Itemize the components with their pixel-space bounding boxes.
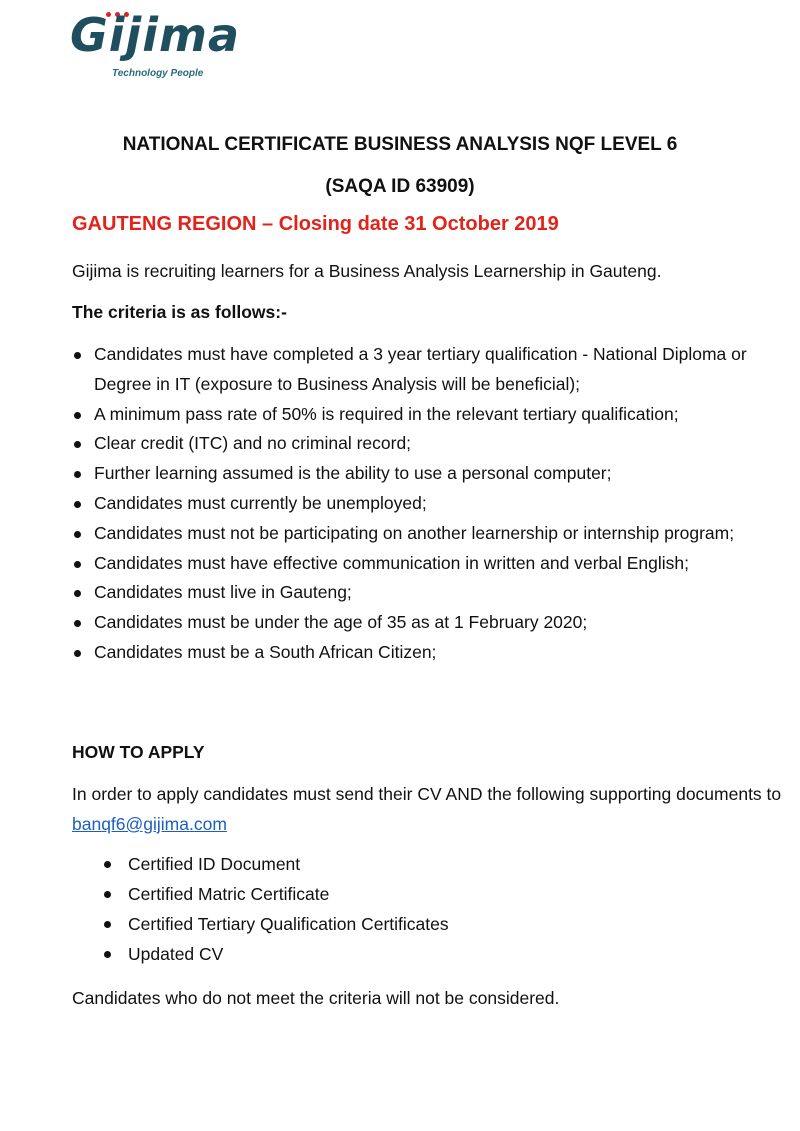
apply-instructions [72, 779, 782, 839]
page-title: NATIONAL CERTIFICATE BUSINESS ANALYSIS NQF LEVEL 6 [122, 134, 678, 155]
criteria-item: Candidates must live in Gauteng; [72, 578, 792, 608]
email-link[interactable]: banqf6@gijima.com [72, 814, 227, 834]
document-item: Updated CV [104, 939, 449, 969]
gijima-logo [70, 6, 240, 84]
criteria-item: Candidates must currently be unemployed; [72, 489, 792, 519]
document-item: Certified Tertiary Qualification Certificates [104, 909, 449, 939]
criteria-item: Candidates must be under the age of 35 as at 1 February 2020; [72, 608, 792, 638]
apply-instructions-text: In order to apply candidates must send their CV AND the following supporting documents to [72, 784, 782, 804]
criteria-item: Candidates must be a South African Citizen; [72, 638, 792, 668]
criteria-item: Further learning assumed is the ability to use a personal computer; [72, 459, 792, 489]
how-to-apply-heading: HOW TO APPLY [72, 742, 205, 762]
criteria-item: Candidates must have completed a 3 year tertiary qualification - National Diploma or Degree in IT (exposure to Business Analysis will be beneficial); [72, 340, 792, 400]
document-item: Certified ID Document [104, 849, 449, 879]
criteria-item: Candidates must not be participating on another learnership or internship program; [72, 519, 792, 549]
criteria-item: Candidates must have effective communication in written and verbal English; [72, 549, 734, 579]
closing-note: Candidates who do not meet the criteria will not be considered. [72, 988, 560, 1008]
criteria-list [72, 340, 792, 668]
logo-tagline: Technology People [112, 68, 204, 79]
region-closing-date: GAUTENG REGION – Closing date 31 October 2019 [72, 213, 559, 235]
logo-wordmark: Gijima [70, 8, 241, 62]
document-item: Certified Matric Certificate [104, 879, 449, 909]
criteria-heading: The criteria is as follows:- [72, 302, 287, 322]
criteria-item: Clear credit (ITC) and no criminal record; [72, 429, 792, 459]
documents-list [104, 849, 449, 969]
intro-paragraph: Gijima is recruiting learners for a Business Analysis Learnership in Gauteng. [72, 261, 662, 281]
page-subtitle: (SAQA ID 63909) [325, 176, 475, 197]
criteria-item: A minimum pass rate of 50% is required in the relevant tertiary qualification; [72, 400, 792, 430]
